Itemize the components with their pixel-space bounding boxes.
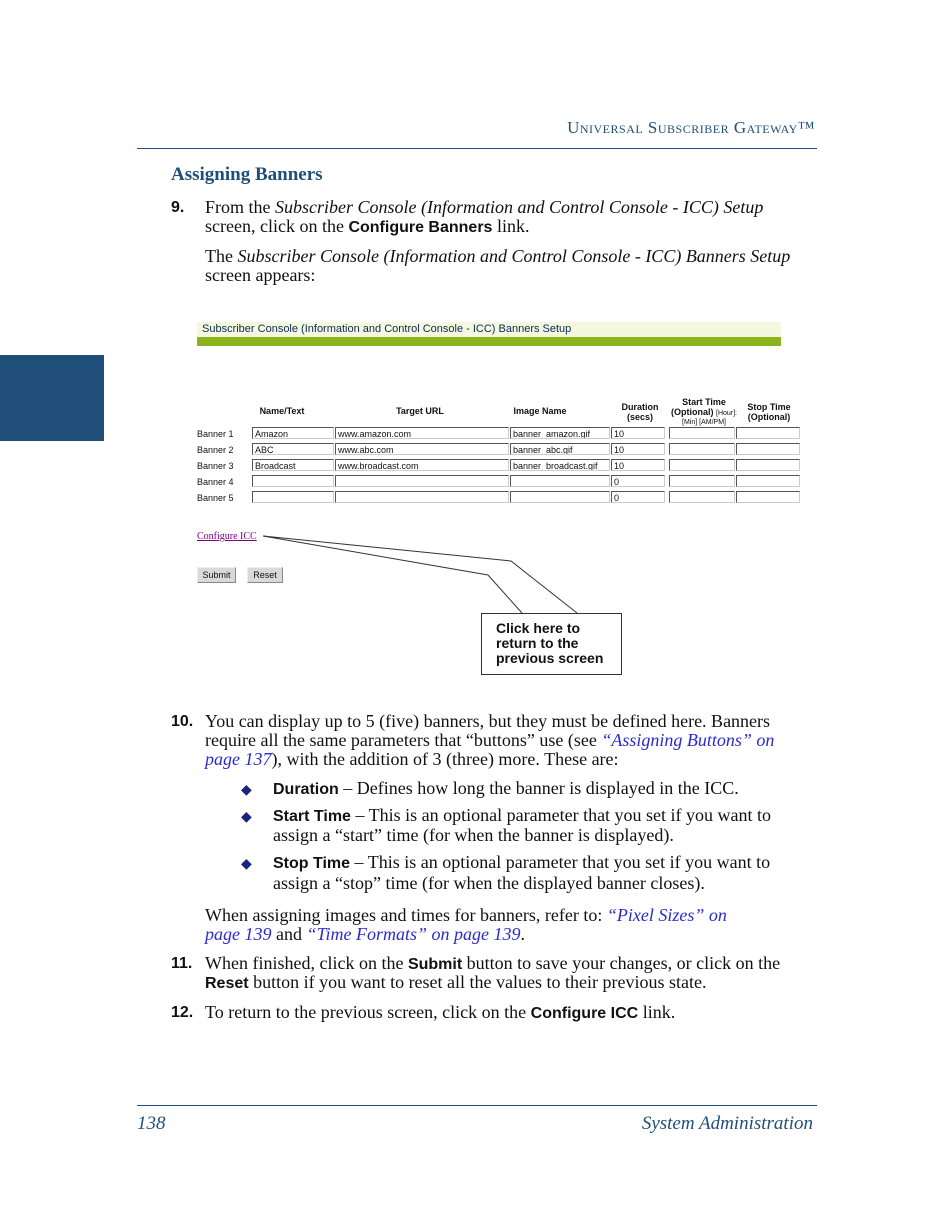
- name-input[interactable]: Amazon: [252, 427, 334, 439]
- step-10-para-2-line-1: When assigning images and times for banners, refer to: “Pixel Sizes” on: [205, 905, 727, 925]
- duration-input[interactable]: 10: [611, 459, 665, 471]
- name-input[interactable]: Broadcast: [252, 459, 334, 471]
- step-9-line-4: screen appears:: [205, 265, 316, 285]
- col-header-image: Image Name: [513, 406, 567, 416]
- callout-box: Click here to return to the previous screen: [481, 613, 622, 675]
- step-9-line-3: The Subscriber Console (Information and Control Console - ICC) Banners Setup: [205, 246, 791, 266]
- row-label: Banner 4: [197, 477, 234, 487]
- running-header: Universal Subscriber Gateway™: [567, 118, 815, 137]
- section-title: Assigning Banners: [171, 164, 323, 185]
- image-input[interactable]: banner_abc.gif: [510, 443, 610, 455]
- bullet-stop-time: Stop Time – This is an optional parameter that you set if you want to: [273, 852, 771, 872]
- row-label: Banner 1: [197, 429, 234, 439]
- step-10-line-2: require all the same parameters that “buttons” use (see “Assigning Buttons” on: [205, 730, 775, 750]
- bullet-start-time-line-2: assign a “start” time (for when the banner is displayed).: [273, 825, 674, 845]
- image-input[interactable]: banner_amazon.gif: [510, 427, 610, 439]
- step-11-number: 11.: [171, 955, 193, 972]
- xref-time-formats[interactable]: “Time Formats” on page 139: [306, 924, 521, 944]
- row-label: Banner 2: [197, 445, 234, 455]
- configure-icc-link[interactable]: Configure ICC: [197, 531, 257, 542]
- step-10-line-3: page 137), with the addition of 3 (three) more. These are:: [205, 749, 619, 769]
- page-number: 138: [137, 1113, 166, 1134]
- xref-assigning-buttons[interactable]: “Assigning Buttons” on: [601, 730, 775, 750]
- duration-input[interactable]: 10: [611, 427, 665, 439]
- xref-page-139[interactable]: page 139: [205, 924, 272, 944]
- xref-pixel-sizes[interactable]: “Pixel Sizes” on: [606, 905, 727, 925]
- step-12-line-1: To return to the previous screen, click on the Configure ICC link.: [205, 1002, 676, 1022]
- url-input[interactable]: www.abc.com: [335, 443, 509, 455]
- step-10-line-1: You can display up to 5 (five) banners, but they must be defined here. Banners: [205, 711, 771, 731]
- bullet-start-time: Start Time – This is an optional parameter that you set if you want to: [273, 805, 772, 825]
- col-header-name: Name/Text: [259, 406, 305, 416]
- bullet-stop-time-line-2: assign a “stop” time (for when the displayed banner closes).: [273, 873, 705, 893]
- diamond-bullet-icon: ◆: [241, 810, 252, 825]
- duration-input[interactable]: 0: [611, 491, 665, 503]
- col-header-start: Start Time (Optional) [Hour]: [Min] [AM/PM]: [670, 397, 738, 426]
- duration-input[interactable]: 10: [611, 443, 665, 455]
- step-11-line-1: When finished, click on the Submit button to save your changes, or click on the: [205, 953, 781, 973]
- name-input[interactable]: ABC: [252, 443, 334, 455]
- col-header-url: Target URL: [396, 406, 444, 416]
- screenshot-title: Subscriber Console (Information and Control Console - ICC) Banners Setup: [197, 322, 781, 337]
- bullet-duration: Duration – Defines how long the banner is displayed in the ICC.: [273, 778, 739, 798]
- footer-rule: [137, 1105, 817, 1106]
- footer-section: System Administration: [641, 1113, 813, 1134]
- step-12-number: 12.: [171, 1004, 194, 1021]
- diamond-bullet-icon: ◆: [241, 783, 252, 798]
- reset-button[interactable]: Reset: [247, 567, 283, 583]
- step-9-line-1: From the Subscriber Console (Information and Control Console - ICC) Setup: [205, 197, 764, 217]
- step-9-line-2: screen, click on the Configure Banners link.: [205, 216, 530, 236]
- image-input[interactable]: banner_broadcast.gif: [510, 459, 610, 471]
- step-10-para-2-line-2: page 139 and “Time Formats” on page 139.: [205, 924, 526, 944]
- url-input[interactable]: www.broadcast.com: [335, 459, 509, 471]
- col-header-duration: Duration (secs): [621, 402, 659, 422]
- row-label: Banner 5: [197, 493, 234, 503]
- url-input[interactable]: www.amazon.com: [335, 427, 509, 439]
- xref-page-137[interactable]: page 137: [205, 749, 272, 769]
- step-10-number: 10.: [171, 713, 194, 730]
- col-header-stop: Stop Time (Optional): [747, 402, 791, 422]
- submit-button[interactable]: Submit: [197, 567, 236, 583]
- row-label: Banner 3: [197, 461, 234, 471]
- step-9-number: 9.: [171, 199, 185, 216]
- duration-input[interactable]: 0: [611, 475, 665, 487]
- step-11-line-2: Reset button if you want to reset all the values to their previous state.: [205, 972, 707, 992]
- diamond-bullet-icon: ◆: [241, 857, 252, 872]
